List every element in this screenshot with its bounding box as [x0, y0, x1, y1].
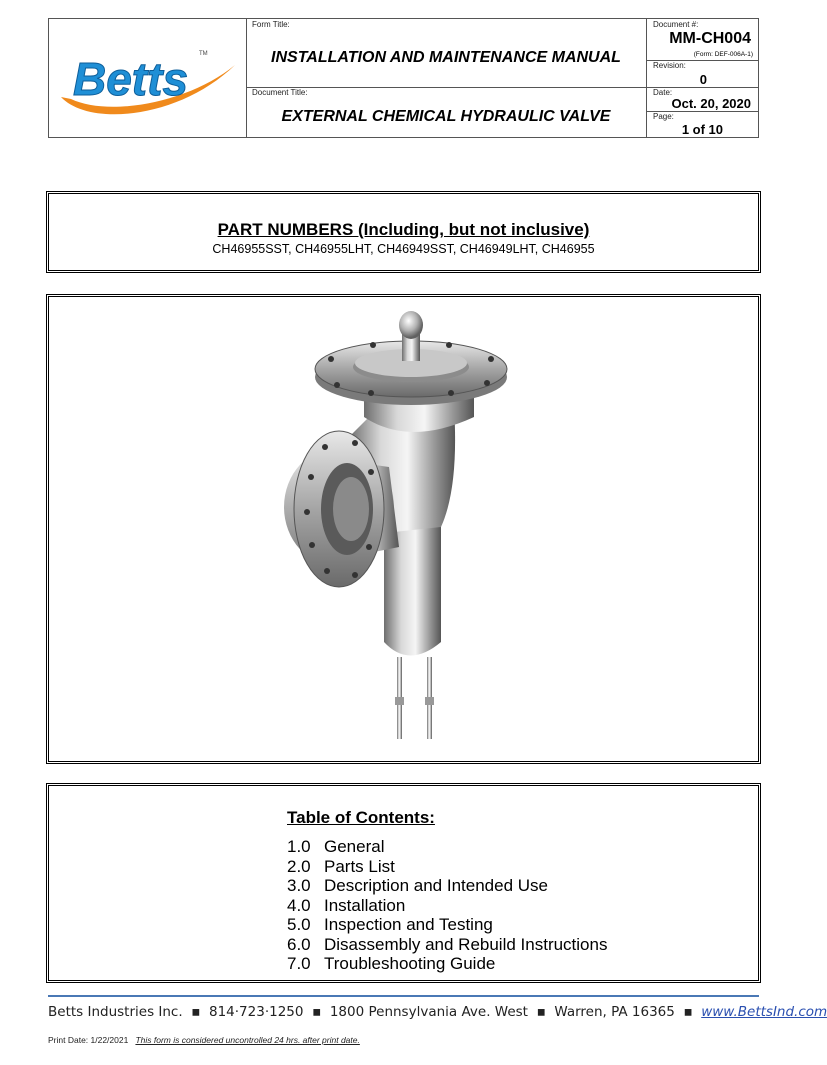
page-label: Page:: [653, 112, 674, 121]
document-info-cells: [647, 19, 759, 137]
date-value: Oct. 20, 2020: [671, 96, 751, 111]
logo-cell: [49, 19, 247, 137]
document-header: [48, 18, 759, 138]
page-number: 1 of 10: [681, 122, 723, 137]
form-title: INSTALLATION AND MAINTENANCE MANUAL: [271, 49, 621, 66]
document-number: MM-CH004: [669, 30, 751, 47]
separator: ▪: [191, 1004, 201, 1020]
document-title-label: Document Title:: [252, 88, 308, 97]
toc-item[interactable]: 4.0 Installation: [287, 896, 406, 915]
footer-divider: [48, 995, 759, 997]
print-date: Print Date: 1/22/2021: [48, 1035, 129, 1045]
svg-text:Betts: Betts: [73, 53, 189, 105]
toc-title: Table of Contents:: [287, 808, 435, 827]
svg-text:TM: TM: [199, 51, 208, 57]
part-numbers-box: [46, 191, 761, 273]
toc-item[interactable]: 7.0 Troubleshooting Guide: [287, 954, 496, 973]
product-image-box: [46, 294, 761, 764]
toc-item[interactable]: 5.0 Inspection and Testing: [287, 915, 493, 934]
toc-item[interactable]: 3.0 Description and Intended Use: [287, 876, 548, 895]
revision-value: 0: [699, 72, 707, 87]
toc-item[interactable]: 1.0 General: [287, 837, 385, 856]
separator: ▪: [536, 1004, 546, 1020]
print-info: [48, 1035, 360, 1045]
website-link[interactable]: www.BettsInd.com: [701, 1004, 827, 1020]
toc-item[interactable]: 2.0 Parts List: [287, 857, 395, 876]
betts-logo: [49, 19, 246, 137]
title-cells: [246, 19, 647, 137]
part-numbers-title: PART NUMBERS (Including, but not inclusive): [217, 220, 590, 239]
document-number-label: Document #:: [653, 20, 699, 29]
separator: ▪: [312, 1004, 322, 1020]
form-reference: (Form: DEF-006A-1): [693, 51, 753, 58]
street-address: 1800 Pennsylvania Ave. West: [329, 1004, 528, 1020]
uncontrolled-disclaimer: This form is considered uncontrolled 24 hrs. after print date.: [135, 1035, 360, 1045]
part-numbers-list: CH46955SST, CH46955LHT, CH46949SST, CH46949LHT, CH46955: [212, 242, 595, 256]
table-of-contents: [46, 783, 761, 983]
hydraulic-valve-image: [49, 297, 758, 761]
revision-label: Revision:: [653, 61, 686, 70]
footer-contact: [48, 1004, 827, 1020]
toc-item[interactable]: 6.0 Disassembly and Rebuild Instructions: [287, 935, 608, 954]
form-title-label: Form Title:: [252, 20, 290, 29]
phone-number: 814·723·1250: [209, 1004, 304, 1020]
company-name: Betts Industries Inc.: [48, 1004, 183, 1020]
document-title: EXTERNAL CHEMICAL HYDRAULIC VALVE: [281, 108, 611, 125]
city-state-zip: Warren, PA 16365: [554, 1004, 675, 1020]
date-label: Date:: [653, 88, 673, 97]
separator: ▪: [683, 1004, 693, 1020]
